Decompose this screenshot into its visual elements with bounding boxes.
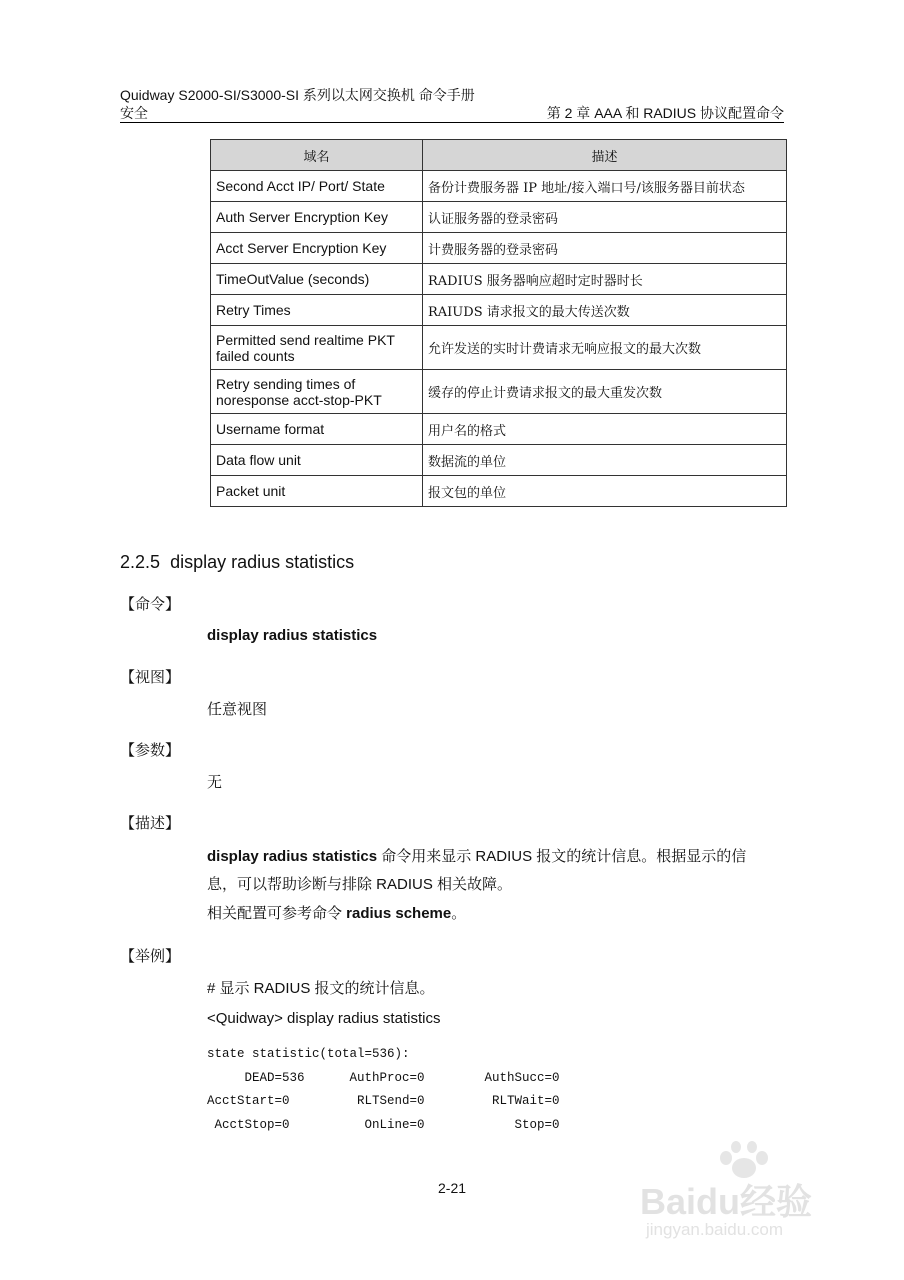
col-header-field: 域名 xyxy=(211,140,423,171)
table-cell-description: 备份计费服务器 IP 地址/接入端口号/该服务器目前状态 xyxy=(423,171,787,202)
reference-suffix: 。 xyxy=(451,905,467,922)
label-params: 【参数】 xyxy=(120,741,181,759)
section-heading xyxy=(120,552,354,573)
output-line: state statistic(total=536): xyxy=(207,1047,410,1061)
table-cell-field: Second Acct IP/ Port/ State xyxy=(211,171,423,202)
table-cell-description: 数据流的单位 xyxy=(423,445,787,476)
table-header-row xyxy=(211,140,787,171)
output-line: AcctStop=0 OnLine=0 Stop=0 xyxy=(207,1117,560,1132)
reference-prefix: 相关配置可参考命令 xyxy=(207,905,347,922)
field-description-table xyxy=(210,139,787,507)
table-row xyxy=(211,202,787,233)
table-row xyxy=(211,326,787,370)
table-row xyxy=(211,370,787,414)
description-line1: 命令用来显示 RADIUS 报文的统计信息。根据显示的信 xyxy=(377,848,747,865)
description-paragraph xyxy=(207,843,787,899)
table-cell-description: 认证服务器的登录密码 xyxy=(423,202,787,233)
description-command: display radius statistics xyxy=(207,848,378,865)
view-text: 任意视图 xyxy=(207,700,268,718)
table-row xyxy=(211,445,787,476)
table-row xyxy=(211,264,787,295)
description-line2: 息，可以帮助诊断与排除 RADIUS 相关故障。 xyxy=(207,876,513,893)
table-cell-field: TimeOutValue (seconds) xyxy=(211,264,423,295)
watermark xyxy=(640,1140,860,1250)
watermark-brand: Baidu经验 xyxy=(640,1181,813,1222)
label-command: 【命令】 xyxy=(120,595,181,613)
command-syntax: display radius statistics xyxy=(207,627,378,644)
label-description: 【描述】 xyxy=(120,814,181,832)
table-cell-field: Retry sending times of noresponse acct-stop-PKT xyxy=(211,370,423,414)
output-line: AcctStart=0 RLTSend=0 RLTWait=0 xyxy=(207,1094,560,1108)
header-title: Quidway S2000-SI/S3000-SI 系列以太网交换机 命令手册 xyxy=(120,87,475,103)
col-header-description: 描述 xyxy=(423,140,787,171)
reference-command: radius scheme xyxy=(346,905,452,922)
label-view: 【视图】 xyxy=(120,668,181,686)
table-cell-description: 报文包的单位 xyxy=(423,476,787,507)
params-text: 无 xyxy=(207,773,223,791)
table-cell-description: 用户名的格式 xyxy=(423,414,787,445)
watermark-url: jingyan.baidu.com xyxy=(646,1220,784,1239)
table-cell-field: Data flow unit xyxy=(211,445,423,476)
table-row xyxy=(211,171,787,202)
example-prompt: <Quidway> display radius statistics xyxy=(207,1010,441,1027)
header-chapter: 第 2 章 AAA 和 RADIUS 协议配置命令 xyxy=(546,105,784,121)
page-number: 2-21 xyxy=(438,1180,467,1196)
output-line: DEAD=536 AuthProc=0 AuthSucc=0 xyxy=(207,1070,560,1085)
header-section: 安全 xyxy=(120,105,148,121)
example-output xyxy=(207,1043,560,1137)
table-cell-field: Acct Server Encryption Key xyxy=(211,233,423,264)
table-row xyxy=(211,414,787,445)
table-row xyxy=(211,476,787,507)
table-cell-description: 缓存的停止计费请求报文的最大重发次数 xyxy=(423,370,787,414)
table-cell-description: RADIUS 服务器响应超时定时器时长 xyxy=(423,264,787,295)
label-example: 【举例】 xyxy=(120,947,181,965)
table-cell-description: 允许发送的实时计费请求无响应报文的最大次数 xyxy=(423,326,787,370)
section-number: 2.2.5 xyxy=(120,552,161,572)
table-cell-field: Auth Server Encryption Key xyxy=(211,202,423,233)
table-cell-field: Retry Times xyxy=(211,295,423,326)
header-rule xyxy=(120,122,784,123)
table-cell-description: 计费服务器的登录密码 xyxy=(423,233,787,264)
reference-line xyxy=(207,900,466,928)
section-title: display radius statistics xyxy=(170,552,355,572)
table-row xyxy=(211,233,787,264)
example-comment: # 显示 RADIUS 报文的统计信息。 xyxy=(207,980,435,997)
table-cell-field: Username format xyxy=(211,414,423,445)
table-cell-description: RAIUDS 请求报文的最大传送次数 xyxy=(423,295,787,326)
table-cell-field: Permitted send realtime PKT failed counts xyxy=(211,326,423,370)
table-row xyxy=(211,295,787,326)
table-cell-field: Packet unit xyxy=(211,476,423,507)
